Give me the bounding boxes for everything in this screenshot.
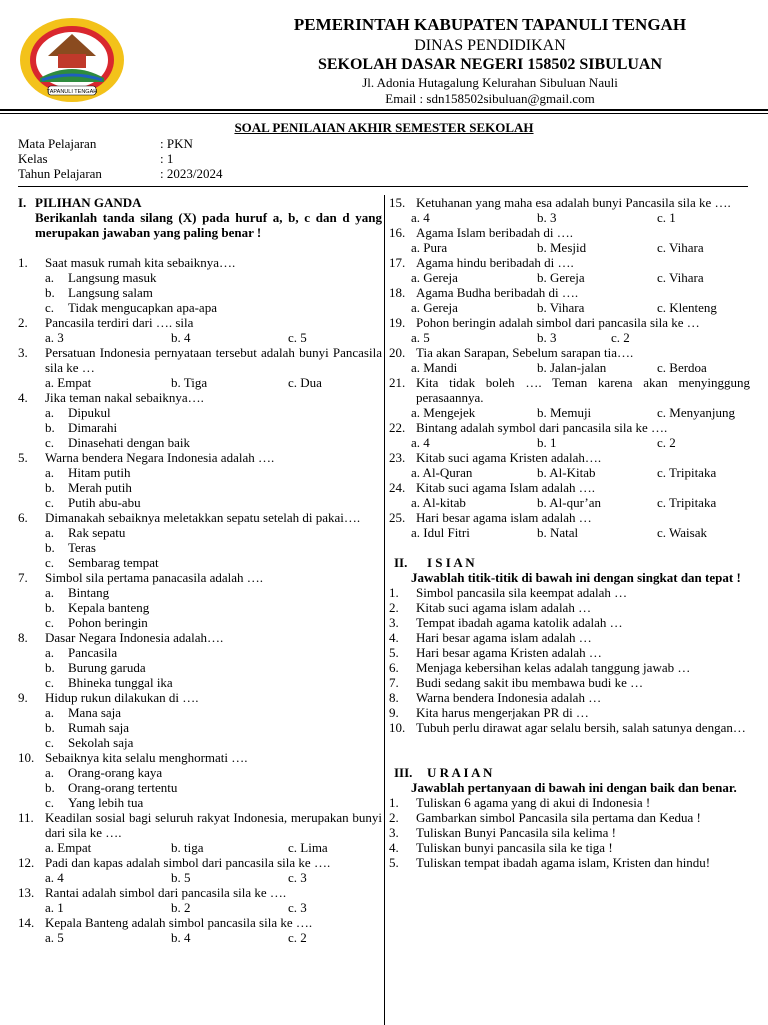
regency-logo [18,16,126,104]
question-25: 25. Hari besar agama islam adalah … [389,510,592,525]
option-9a[interactable]: a. Mana saja [45,705,122,720]
question-9: 9. Hidup rukun dilakukan di …. [18,690,199,705]
options-13[interactable]: a. 1 b. 2 c. 3 [45,900,307,915]
section2-heading [389,555,750,570]
essay-item: 4. Tuliskan bunyi pancasila sila ke tiga ! [389,840,613,855]
options-21[interactable]: a. Mengejek b. Memuji c. Menyanjung [411,405,735,420]
section2-title: I S I A N [427,555,475,570]
option-8c[interactable]: c. Bhineka tunggal ika [45,675,173,690]
options-14[interactable]: a. 5 b. 4 c. 2 [45,930,307,945]
question-24: 24. Kitab suci agama Islam adalah …. [389,480,596,495]
exam-title: SOAL PENILAIAN AKHIR SEMESTER SEKOLAH [234,120,534,135]
question-23: 23. Kitab suci agama Kristen adalah…. [389,450,602,465]
meta-labels [18,136,102,181]
section1-heading [18,195,382,210]
question-22: 22. Bintang adalah symbol dari pancasila sila ke …. [389,420,668,435]
question-16: 16. Agama Islam beribadah di …. [389,225,574,240]
question-1: 1. Saat masuk rumah kita sebaiknya…. [18,255,236,270]
option-5b[interactable]: b. Merah putih [45,480,132,495]
column-divider [384,195,385,1025]
option-7a[interactable]: a. Bintang [45,585,110,600]
essay-item: 5. Tuliskan tempat ibadah agama islam, Kristen dan hindu! [389,855,711,870]
meta-value-class: : 1 [160,151,174,166]
question-20: 20. Tia akan Sarapan, Sebelum sarapan tia…. [389,345,634,360]
meta-label-class: Kelas [18,151,48,166]
section3-number: III. [394,765,413,780]
option-7c[interactable]: c. Pohon beringin [45,615,148,630]
option-6b[interactable]: b. Teras [45,540,96,555]
section1-number: I. [18,195,27,210]
question-11: 11. Keadilan sosial bagi seluruh rakyat Indonesia, merupakan bunyi dari sila ke …. [18,810,382,840]
options-23[interactable]: a. Al-Quran b. Al-Kitab c. Tripitaka [411,465,717,480]
fill-item: 7. Budi sedang sakit ibu membawa budi ke … [389,675,644,690]
fill-item: 9. Kita harus mengerjakan PR di … [389,705,589,720]
question-13: 13. Rantai adalah simbol dari pancasila sila ke …. [18,885,287,900]
question-2: 2. Pancasila terdiri dari …. sila [18,315,194,330]
meta-label-year: Tahun Pelajaran [18,166,102,181]
question-8: 8. Dasar Negara Indonesia adalah…. [18,630,224,645]
options-18[interactable]: a. Gereja b. Vihara c. Klenteng [411,300,717,315]
options-17[interactable]: a. Gereja b. Gereja c. Vihara [411,270,704,285]
section2-number: II. [394,555,408,570]
question-17: 17. Agama hindu beribadah di …. [389,255,574,270]
options-3[interactable]: a. Empat b. Tiga c. Dua [45,375,322,390]
question-7: 7. Simbol sila pertama panacasila adalah …. [18,570,264,585]
right-column [389,195,750,870]
meta-divider [18,186,748,187]
fill-item: 6. Menjaga kebersihan kelas adalah tanggung jawab … [389,660,691,675]
meta-label-subject: Mata Pelajaran [18,136,97,151]
question-15: 15. Ketuhanan yang maha esa adalah bunyi Pancasila sila ke …. [389,195,731,210]
option-8b[interactable]: b. Burung garuda [45,660,146,675]
options-12[interactable]: a. 4 b. 5 c. 3 [45,870,307,885]
options-11[interactable]: a. Empat b. tiga c. Lima [45,840,328,855]
option-4a[interactable]: a. Dipukul [45,405,111,420]
question-21: 21. Kita tidak boleh …. Teman karena akan menyinggung perasaannya. [389,375,750,405]
options-15[interactable]: a. 4 b. 3 c. 1 [411,210,676,225]
question-4: 4. Jika teman nakal sebaiknya…. [18,390,204,405]
option-4c[interactable]: c. Dinasehati dengan baik [45,435,191,450]
fill-item: 2. Kitab suci agama islam adalah … [389,600,592,615]
option-1b[interactable]: b. Langsung salam [45,285,153,300]
question-10: 10. Sebaiknya kita selalu menghormati …. [18,750,248,765]
header-divider-thick [0,109,768,111]
meta-value-subject: : PKN [160,136,193,151]
meta-value-year: : 2023/2024 [160,166,223,181]
options-24[interactable]: a. Al-kitab b. Al-qur’an c. Tripitaka [411,495,717,510]
header-divider-thin [0,113,768,114]
section3-heading [389,765,750,780]
header-department: DINAS PENDIDIKAN [414,37,566,54]
header-email: Email : sdn158502sibuluan@gmail.com [385,91,595,106]
option-7b[interactable]: b. Kepala banteng [45,600,150,615]
essay-item: 3. Tuliskan Bunyi Pancasila sila kelima ! [389,825,616,840]
left-column [18,195,382,945]
options-25[interactable]: a. Idul Fitri b. Natal c. Waisak [411,525,707,540]
option-9b[interactable]: b. Rumah saja [45,720,130,735]
options-2[interactable]: a. 3 b. 4 c. 5 [45,330,307,345]
option-6a[interactable]: a. Rak sepatu [45,525,126,540]
section3-title: U R A I A N [427,765,493,780]
option-6c[interactable]: c. Sembarag tempat [45,555,159,570]
option-4b[interactable]: b. Dimarahi [45,420,118,435]
header-school: SEKOLAH DASAR NEGERI 158502 SIBULUAN [317,56,663,73]
regency-emblem-icon [18,16,126,104]
option-10b[interactable]: b. Orang-orang tertentu [45,780,178,795]
question-5: 5. Warna bendera Negara Indonesia adalah …. [18,450,275,465]
essay-item: 2. Gambarkan simbol Pancasila sila pertama dan Kedua ! [389,810,701,825]
fill-item: 5. Hari besar agama Kristen adalah … [389,645,602,660]
header-government: PEMERINTAH KABUPATEN TAPANULI TENGAH [293,15,687,34]
fill-item: 10. Tubuh perlu dirawat agar selalu bersih, salah satunya dengan… [389,720,746,735]
option-5c[interactable]: c. Putih abu-abu [45,495,141,510]
section1-title: PILIHAN GANDA [35,195,142,210]
svg-text:TAPANULI TENGAH: TAPANULI TENGAH [46,89,98,95]
option-5a[interactable]: a. Hitam putih [45,465,131,480]
question-14: 14. Kepala Banteng adalah simbol pancasila sila ke …. [18,915,313,930]
section3-instruction: Jawablah pertanyaan di bawah ini dengan baik dan benar. [411,780,737,795]
options-20[interactable]: a. Mandi b. Jalan-jalan c. Berdoa [411,360,707,375]
option-1c[interactable]: c. Tidak mengucapkan apa-apa [45,300,217,315]
question-12: 12. Padi dan kapas adalah simbol dari pancasila sila ke …. [18,855,331,870]
options-19[interactable]: a. 5 b. 3 c. 2 [411,330,630,345]
options-16[interactable]: a. Pura b. Mesjid c. Vihara [411,240,704,255]
essay-item: 1. Tuliskan 6 agama yang di akui di Indonesia ! [389,795,651,810]
fill-item: 8. Warna bendera Indonesia adalah … [389,690,602,705]
option-1a[interactable]: a. Langsung masuk [45,270,157,285]
meta-values [160,136,222,181]
header-address: Jl. Adonia Hutagalung Kelurahan Sibuluan Nauli [362,75,618,90]
fill-item: 3. Tempat ibadah agama katolik adalah … [389,615,623,630]
option-9c[interactable]: c. Sekolah saja [45,735,134,750]
question-18: 18. Agama Budha beribadah di …. [389,285,579,300]
question-3: 3. Persatuan Indonesia pernyataan tersebut adalah bunyi Pancasila sila ke … [18,345,382,375]
fill-item: 4. Hari besar agama islam adalah … [389,630,592,645]
options-22[interactable]: a. 4 b. 1 c. 2 [411,435,676,450]
option-10a[interactable]: a. Orang-orang kaya [45,765,163,780]
question-6: 6. Dimanakah sebaiknya meletakkan sepatu setelah di pakai…. [18,510,361,525]
fill-item: 1. Simbol pancasila sila keempat adalah … [389,585,628,600]
option-10c[interactable]: c. Yang lebih tua [45,795,144,810]
option-8a[interactable]: a. Pancasila [45,645,118,660]
section2-instruction: Jawablah titik-titik di bawah ini dengan singkat dan tepat ! [411,570,741,585]
question-19: 19. Pohon beringin adalah simbol dari pancasila sila ke … [389,315,700,330]
section1-instruction: Berikanlah tanda silang (X) pada huruf a, b, c dan d yang merupakan jawaban yang paling benar ! [35,210,382,240]
